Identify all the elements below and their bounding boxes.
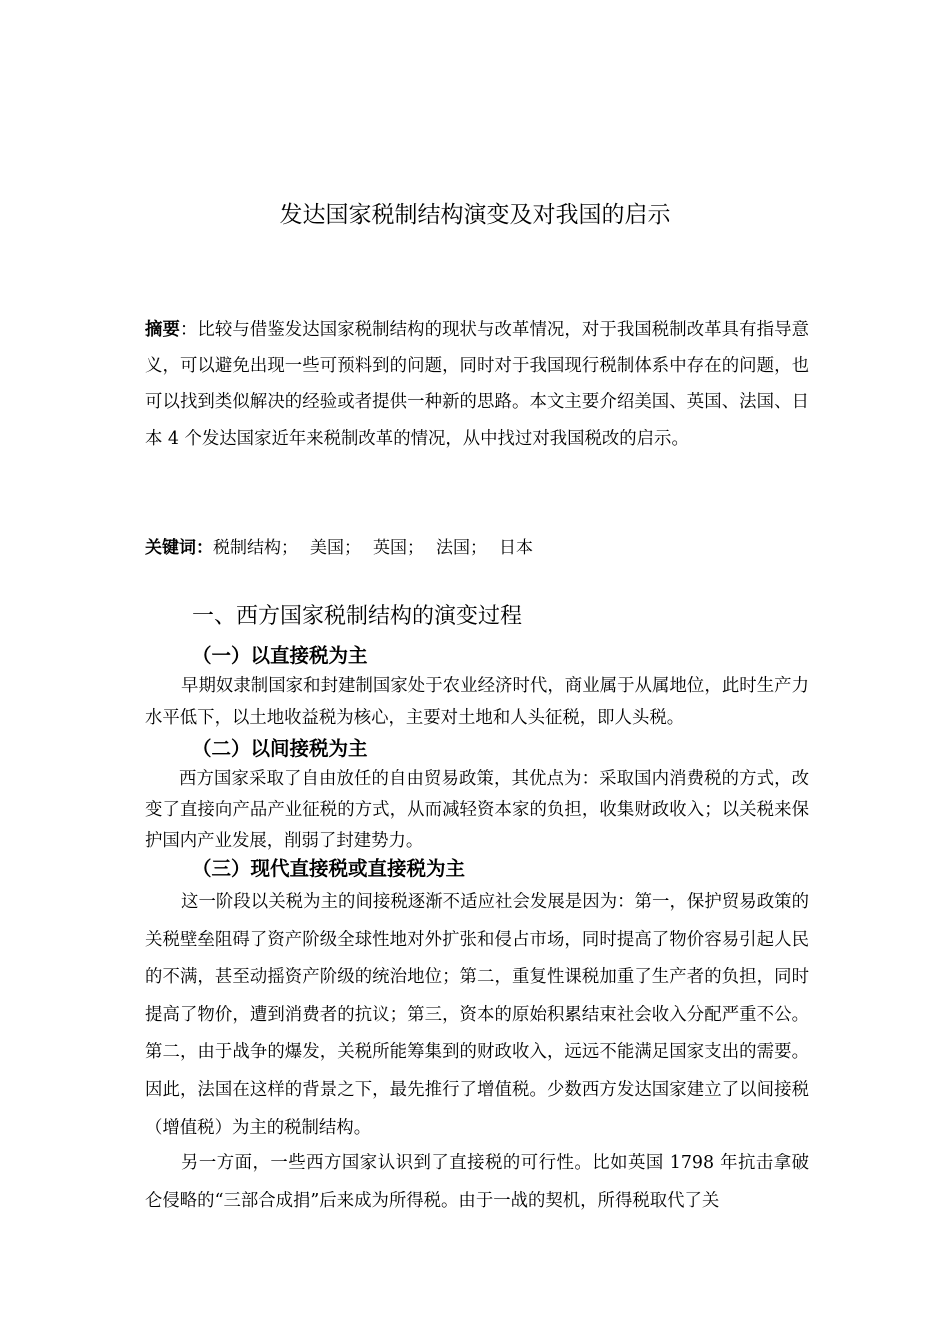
subsection-heading-1: （一）以直接税为主 xyxy=(192,644,368,667)
document-title: 发达国家税制结构演变及对我国的启示 xyxy=(279,202,671,228)
keywords-label: 关键词： xyxy=(145,538,213,558)
abstract-text: ：比较与借鉴发达国家税制结构的现状与改革情况，对于我国税制改革具有指导意义，可以避免出现一些可预料到的问题，同时对于我国现行税制体系中存在的问题，也可以找到类似解决的经验或者提供一种新的思路。本文主要介绍美国、英国、法国、日本 4 个发达国家近年来税制改革的情况，从中找过对我国税改的启示。 xyxy=(145,320,809,449)
keyword-item: 法国； xyxy=(436,538,487,558)
subsection-2-paragraph: 西方国家采取了自由放任的自由贸易政策，其优点为：采取国内消费税的方式，改变了直接向产品产业征税的方式，从而减轻资本家的负担，收集财政收入；以关税来保护国内产业发展，削弱了封建势力。 xyxy=(145,769,809,851)
abstract-paragraph xyxy=(145,312,809,457)
section-heading: 一、西方国家税制结构的演变过程 xyxy=(192,604,523,629)
abstract-label: 摘要 xyxy=(145,320,180,340)
keyword-item: 日本 xyxy=(499,538,533,558)
subsection-3-paragraph-1: 这一阶段以关税为主的间接税逐渐不适应社会发展是因为：第一，保护贸易政策的关税壁垒阻碍了资产阶级全球性地对外扩张和侵占市场，同时提高了物价容易引起人民的不满，甚至动摇资产阶级的统治地位；第二，重复性课税加重了生产者的负担，同时提高了物价，遭到消费者的抗议；第三，资本的原始积累结束社会收入分配严重不公。第二，由于战争的爆发，关税所能筹集到的财政收入，远远不能满足国家支出的需要。因此，法国在这样的背景之下，最先推行了增值税。少数西方发达国家建立了以间接税（增值税）为主的税制结构。 xyxy=(145,892,809,1138)
subsection-heading-2: （二）以间接税为主 xyxy=(192,737,368,760)
keyword-item: 英国； xyxy=(373,538,424,558)
keywords-line xyxy=(145,533,809,558)
subsection-3-paragraph-2: 另一方面，一些西方国家认识到了直接税的可行性。比如英国 1798 年抗击拿破仑侵略的“三部合成捐”后来成为所得税。由于一战的契机，所得税取代了关 xyxy=(145,1153,809,1211)
keyword-item: 美国； xyxy=(310,538,361,558)
keyword-item: 税制结构； xyxy=(213,538,298,558)
subsection-heading-3: （三）现代直接税或直接税为主 xyxy=(192,857,466,880)
subsection-1-paragraph: 早期奴隶制国家和封建制国家处于农业经济时代，商业属于从属地位，此时生产力水平低下，以土地收益税为核心，主要对土地和人头征税，即人头税。 xyxy=(145,676,809,728)
